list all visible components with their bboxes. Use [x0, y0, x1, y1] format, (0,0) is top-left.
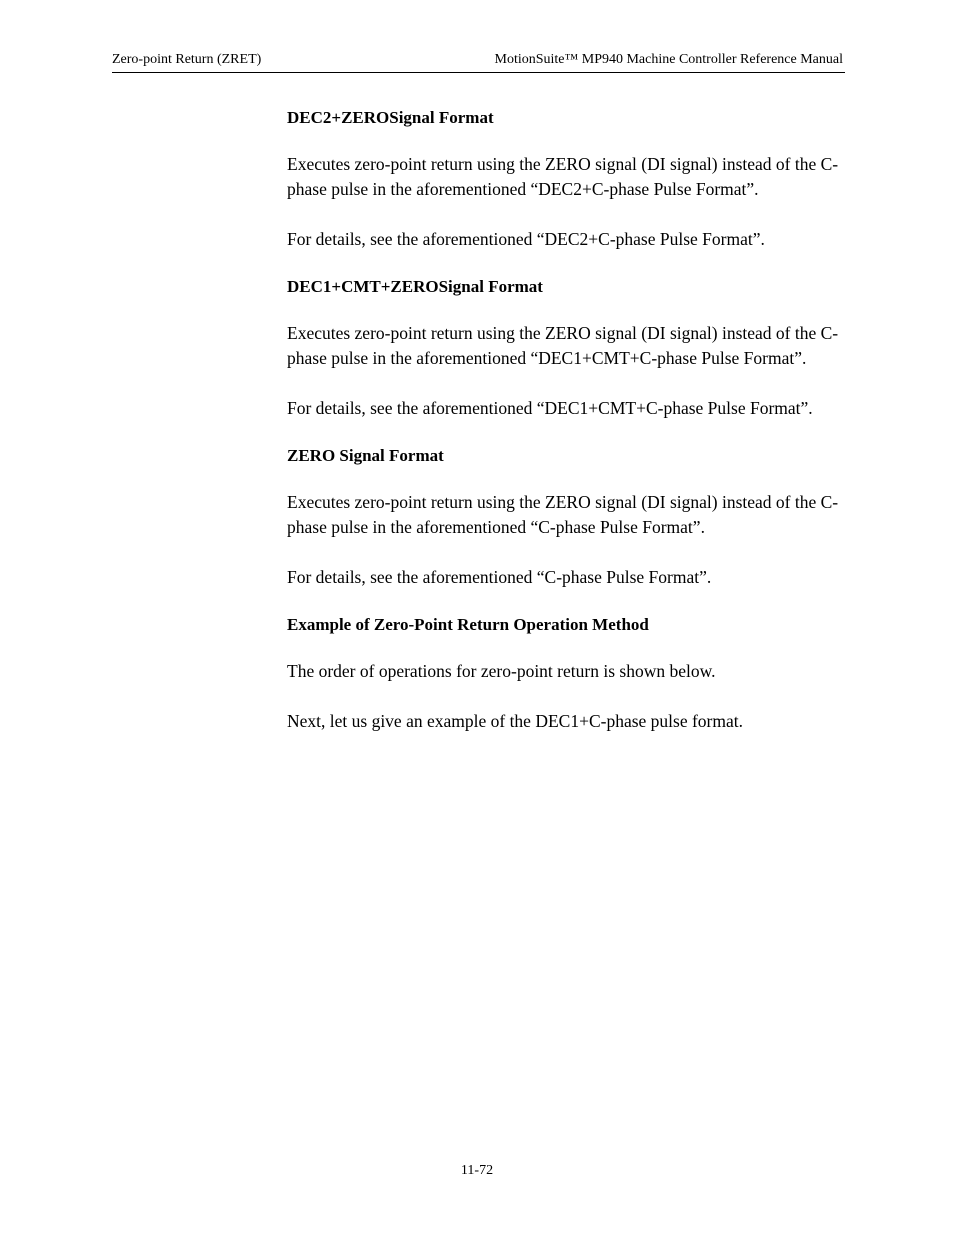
- header-manual-title: MotionSuite™ MP940 Machine Controller Reference Manual: [494, 52, 843, 67]
- paragraph: Executes zero-point return using the ZERO signal (DI signal) instead of the C-phase pulse in the aforementioned “C-phase Pulse Format”.: [287, 492, 839, 537]
- section-heading: DEC1+CMT+ZEROSignal Format: [287, 277, 543, 296]
- paragraph: The order of operations for zero-point return is shown below.: [287, 661, 716, 681]
- header-section-title: Zero-point Return (ZRET): [112, 52, 262, 67]
- paragraph: Next, let us give an example of the DEC1+C-phase pulse format.: [287, 711, 743, 731]
- page-header: [112, 52, 845, 73]
- section-zero-signal: [287, 446, 847, 590]
- section-heading: DEC2+ZEROSignal Format: [287, 108, 494, 127]
- paragraph: Executes zero-point return using the ZERO signal (DI signal) instead of the C-phase pulse in the aforementioned “DEC2+C-phase Pulse Format”.: [287, 154, 839, 199]
- section-heading: Example of Zero-Point Return Operation Method: [287, 615, 649, 634]
- page-number: 11-72: [460, 1163, 494, 1178]
- paragraph: For details, see the aforementioned “C-phase Pulse Format”.: [287, 567, 712, 587]
- section-heading: ZERO Signal Format: [287, 446, 444, 465]
- section-dec2-zero: [287, 108, 847, 252]
- paragraph: For details, see the aforementioned “DEC2+C-phase Pulse Format”.: [287, 229, 765, 249]
- section-example-operation: [287, 615, 847, 734]
- paragraph: For details, see the aforementioned “DEC1+CMT+C-phase Pulse Format”.: [287, 398, 813, 418]
- section-dec1-cmt-zero: [287, 277, 847, 421]
- page-content: [287, 108, 847, 759]
- paragraph: Executes zero-point return using the ZERO signal (DI signal) instead of the C-phase pulse in the aforementioned “DEC1+CMT+C-phase Pulse Format”.: [287, 323, 839, 368]
